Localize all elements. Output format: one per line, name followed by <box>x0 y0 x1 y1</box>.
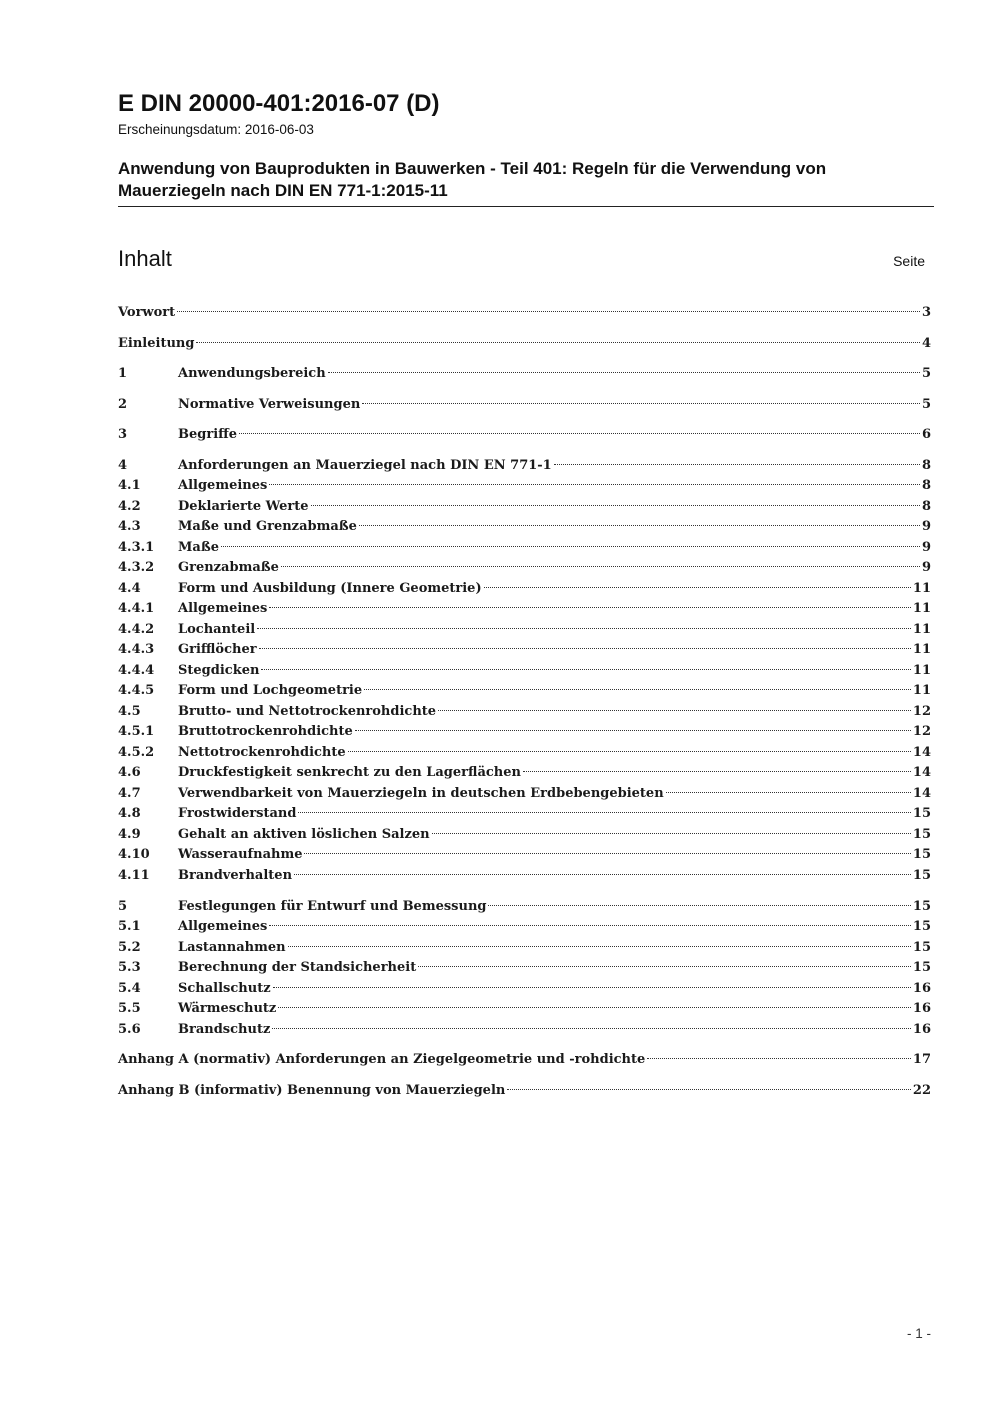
toc-entry-page: 11 <box>912 642 931 657</box>
toc-entry[interactable] <box>118 916 931 937</box>
toc-entry-title: Allgemeines <box>178 478 268 493</box>
toc-entry-number: 4.8 <box>118 806 141 821</box>
toc-dot-leader <box>432 833 911 834</box>
toc-entry-title: Anhang B (informativ) Benennung von Mauerziegeln <box>118 1083 506 1098</box>
toc-entry-page: 14 <box>912 745 931 760</box>
toc-entry[interactable] <box>118 333 931 354</box>
toc-dot-leader <box>355 730 911 731</box>
toc-entry[interactable] <box>118 896 931 917</box>
toc-entry-page: 5 <box>921 397 931 412</box>
toc-entry-page: 22 <box>912 1083 931 1098</box>
toc-entry-number: 4.4.4 <box>118 663 155 678</box>
toc-entry-page: 8 <box>921 458 931 473</box>
toc-entry-number: 4.4 <box>118 581 141 596</box>
toc-entry[interactable] <box>118 742 931 763</box>
toc-entry-page: 9 <box>921 519 931 534</box>
toc-dot-leader <box>488 905 910 906</box>
toc-entry-title: Lochanteil <box>178 622 256 637</box>
toc-entry-number: 4.1 <box>118 478 141 493</box>
toc-dot-leader <box>278 1007 911 1008</box>
toc-entry-number: 4.11 <box>118 868 150 883</box>
toc-entry[interactable] <box>118 680 931 701</box>
toc-entry-title: Allgemeines <box>178 919 268 934</box>
toc-entry-title: Allgemeines <box>178 601 268 616</box>
toc-entry-title: Brutto- und Nettotrockenrohdichte <box>178 704 437 719</box>
toc-dot-leader <box>269 925 911 926</box>
toc-entry[interactable] <box>118 957 931 978</box>
toc-entry-number: 5.6 <box>118 1022 141 1037</box>
toc-entry[interactable] <box>118 762 931 783</box>
toc-entry-page: 9 <box>921 560 931 575</box>
toc-entry-page: 11 <box>912 663 931 678</box>
toc-dot-leader <box>298 812 910 813</box>
toc-entry-page: 9 <box>921 540 931 555</box>
toc-entry-number: 4.6 <box>118 765 141 780</box>
toc-entry[interactable] <box>118 824 931 845</box>
toc-dot-leader <box>261 669 910 670</box>
toc-entry-title: Vorwort <box>118 305 176 320</box>
toc-entry-title: Anforderungen an Mauerziegel nach DIN EN 771-1 <box>178 458 552 473</box>
toc-dot-leader <box>507 1089 911 1090</box>
toc-entry[interactable] <box>118 721 931 742</box>
toc-entry-number: 4.5 <box>118 704 141 719</box>
toc-entry-page: 8 <box>921 478 931 493</box>
toc-dot-leader <box>288 946 911 947</box>
toc-entry-title: Wasseraufnahme <box>178 847 303 862</box>
toc-entry-title: Einleitung <box>118 336 195 351</box>
toc-entry-title: Maße und Grenzabmaße <box>178 519 357 534</box>
toc-entry-title: Brandschutz <box>178 1022 271 1037</box>
toc-entry-number: 1 <box>118 366 128 381</box>
toc-dot-leader <box>364 689 911 690</box>
toc-entry-title: Deklarierte Werte <box>178 499 309 514</box>
toc-entry-number: 3 <box>118 427 128 442</box>
toc-entry-page: 14 <box>912 786 931 801</box>
toc-dot-leader <box>438 710 911 711</box>
toc-entry-title: Druckfestigkeit senkrecht zu den Lagerflächen <box>178 765 521 780</box>
toc-entry-page: 16 <box>912 1001 931 1016</box>
toc-dot-leader <box>484 587 911 588</box>
toc-entry-title: Brandverhalten <box>178 868 293 883</box>
toc-entry-title: Anwendungsbereich <box>178 366 326 381</box>
toc-entry-title: Stegdicken <box>178 663 260 678</box>
toc-entry-page: 15 <box>912 940 931 955</box>
toc-entry[interactable] <box>118 475 931 496</box>
document-title: Anwendung von Bauprodukten in Bauwerken - Teil 401: Regeln für die Verwendung von Mauerziegeln nach DIN EN 771-1:2015-11 <box>118 159 827 200</box>
toc-dot-leader <box>348 751 911 752</box>
toc-entry-page: 3 <box>921 305 931 320</box>
toc-entry-number: 4.4.3 <box>118 642 155 657</box>
toc-entry-number: 4.10 <box>118 847 150 862</box>
toc-entry-number: 5.2 <box>118 940 141 955</box>
toc-entry-number: 4.7 <box>118 786 141 801</box>
toc-entry[interactable] <box>118 557 931 578</box>
toc-dot-leader <box>647 1058 911 1059</box>
toc-entry-page: 16 <box>912 1022 931 1037</box>
toc-entry-number: 5 <box>118 899 128 914</box>
toc-entry-number: 4.5.2 <box>118 745 155 760</box>
toc-entry-number: 4.4.1 <box>118 601 155 616</box>
toc-entry-number: 4 <box>118 458 128 473</box>
toc-entry-title: Bruttotrockenrohdichte <box>178 724 353 739</box>
toc-heading: Inhalt <box>118 246 172 271</box>
toc-dot-leader <box>328 372 920 373</box>
toc-entry-number: 4.9 <box>118 827 141 842</box>
toc-entry-title: Normative Verweisungen <box>178 397 361 412</box>
toc-entry-number: 4.3.2 <box>118 560 155 575</box>
toc-entry[interactable] <box>118 1080 931 1101</box>
toc-entry[interactable] <box>118 803 931 824</box>
page-number: - 1 - <box>906 1326 931 1341</box>
toc-dot-leader <box>523 771 911 772</box>
toc-entry-page: 14 <box>912 765 931 780</box>
toc-entry[interactable] <box>118 424 931 445</box>
toc-entry[interactable] <box>118 978 931 999</box>
toc-dot-leader <box>272 1028 911 1029</box>
toc-entry[interactable] <box>118 619 931 640</box>
toc-dot-leader <box>281 566 920 567</box>
toc-entry-title: Form und Ausbildung (Innere Geometrie) <box>178 581 482 596</box>
toc-dot-leader <box>196 342 920 343</box>
toc-dot-leader <box>273 987 911 988</box>
toc-dot-leader <box>221 546 920 547</box>
toc-entry-page: 4 <box>921 336 931 351</box>
toc-dot-leader <box>269 484 920 485</box>
toc-entry[interactable] <box>118 1049 931 1070</box>
toc-entry-title: Festlegungen für Entwurf und Bemessung <box>178 899 487 914</box>
toc-dot-leader <box>304 853 910 854</box>
toc-entry-page: 5 <box>921 366 931 381</box>
toc-dot-leader <box>257 628 911 629</box>
toc-entry-number: 4.2 <box>118 499 141 514</box>
toc-entry-number: 4.5.1 <box>118 724 155 739</box>
toc-entry[interactable] <box>118 496 931 517</box>
toc-entry-page: 15 <box>912 806 931 821</box>
toc-entry-title: Schallschutz <box>178 981 271 996</box>
toc-dot-leader <box>418 966 911 967</box>
toc-entry[interactable] <box>118 998 931 1019</box>
toc-entry-page: 16 <box>912 981 931 996</box>
toc-entry-title: Nettotrockenrohdichte <box>178 745 346 760</box>
toc-entry-title: Maße <box>178 540 219 555</box>
publication-date: Erscheinungsdatum: 2016-06-03 <box>118 122 314 137</box>
toc-dot-leader <box>362 403 920 404</box>
toc-entry-number: 5.4 <box>118 981 141 996</box>
toc-dot-leader <box>311 505 920 506</box>
toc-entry-page: 11 <box>912 601 931 616</box>
toc-dot-leader <box>177 311 920 312</box>
toc-entry[interactable] <box>118 516 931 537</box>
toc-entry-page: 12 <box>912 704 931 719</box>
toc-entry-page: 17 <box>912 1052 931 1067</box>
toc-entry-page: 15 <box>912 847 931 862</box>
toc-entry-title: Gehalt an aktiven löslichen Salzen <box>178 827 430 842</box>
toc-entry-number: 5.5 <box>118 1001 141 1016</box>
toc-entry[interactable] <box>118 660 931 681</box>
toc-entry-number: 4.3.1 <box>118 540 155 555</box>
toc-entry-number: 2 <box>118 397 128 412</box>
toc-entry-page: 15 <box>912 960 931 975</box>
toc-entry-title: Begriffe <box>178 427 238 442</box>
toc-entry[interactable] <box>118 394 931 415</box>
toc-entry[interactable] <box>118 455 931 476</box>
toc-entry-page: 8 <box>921 499 931 514</box>
toc-dot-leader <box>259 648 911 649</box>
toc-entry[interactable] <box>118 1019 931 1040</box>
toc-entry-number: 5.3 <box>118 960 141 975</box>
toc-entry[interactable] <box>118 578 931 599</box>
toc-entry-page: 15 <box>912 827 931 842</box>
toc-dot-leader <box>666 792 911 793</box>
toc-dot-leader <box>294 874 911 875</box>
toc-entry-number: 4.4.2 <box>118 622 155 637</box>
toc-entry-title: Frostwiderstand <box>178 806 297 821</box>
toc-entry-number: 4.4.5 <box>118 683 155 698</box>
toc-entry-page: 15 <box>912 899 931 914</box>
toc-entry[interactable] <box>118 302 931 323</box>
toc-entry-page: 15 <box>912 868 931 883</box>
toc-entry-title: Grenzabmaße <box>178 560 279 575</box>
toc-entry-page: 11 <box>912 581 931 596</box>
toc-entry[interactable] <box>118 363 931 384</box>
toc-entry[interactable] <box>118 537 931 558</box>
toc-entry-title: Grifflöcher <box>178 642 257 657</box>
document-id: E DIN 20000-401:2016-07 (D) <box>118 90 440 117</box>
toc-entry-title: Anhang A (normativ) Anforderungen an Ziegelgeometrie und -rohdichte <box>118 1052 646 1067</box>
toc-page-column-label: Seite <box>893 253 925 269</box>
toc-entry-title: Berechnung der Standsicherheit <box>178 960 417 975</box>
toc-dot-leader <box>359 525 920 526</box>
toc-entry[interactable] <box>118 783 931 804</box>
toc-entry-number: 5.1 <box>118 919 141 934</box>
toc-dot-leader <box>239 433 920 434</box>
toc-entry[interactable] <box>118 701 931 722</box>
toc-entry-title: Wärmeschutz <box>178 1001 277 1016</box>
toc-entry[interactable] <box>118 598 931 619</box>
title-divider <box>118 206 934 207</box>
toc-entry[interactable] <box>118 844 931 865</box>
toc-dot-leader <box>269 607 911 608</box>
toc-entry[interactable] <box>118 865 931 886</box>
toc-entry-page: 11 <box>912 683 931 698</box>
toc-entry-page: 12 <box>912 724 931 739</box>
toc-entry-title: Verwendbarkeit von Mauerziegeln in deutschen Erdbebengebieten <box>178 786 664 801</box>
toc-entry-title: Form und Lochgeometrie <box>178 683 363 698</box>
toc-entry-page: 11 <box>912 622 931 637</box>
toc-entry-number: 4.3 <box>118 519 141 534</box>
toc-entry-page: 15 <box>912 919 931 934</box>
toc-entry[interactable] <box>118 639 931 660</box>
toc-entry[interactable] <box>118 937 931 958</box>
toc-entry-title: Lastannahmen <box>178 940 286 955</box>
toc-entry-page: 6 <box>921 427 931 442</box>
toc-dot-leader <box>554 464 920 465</box>
